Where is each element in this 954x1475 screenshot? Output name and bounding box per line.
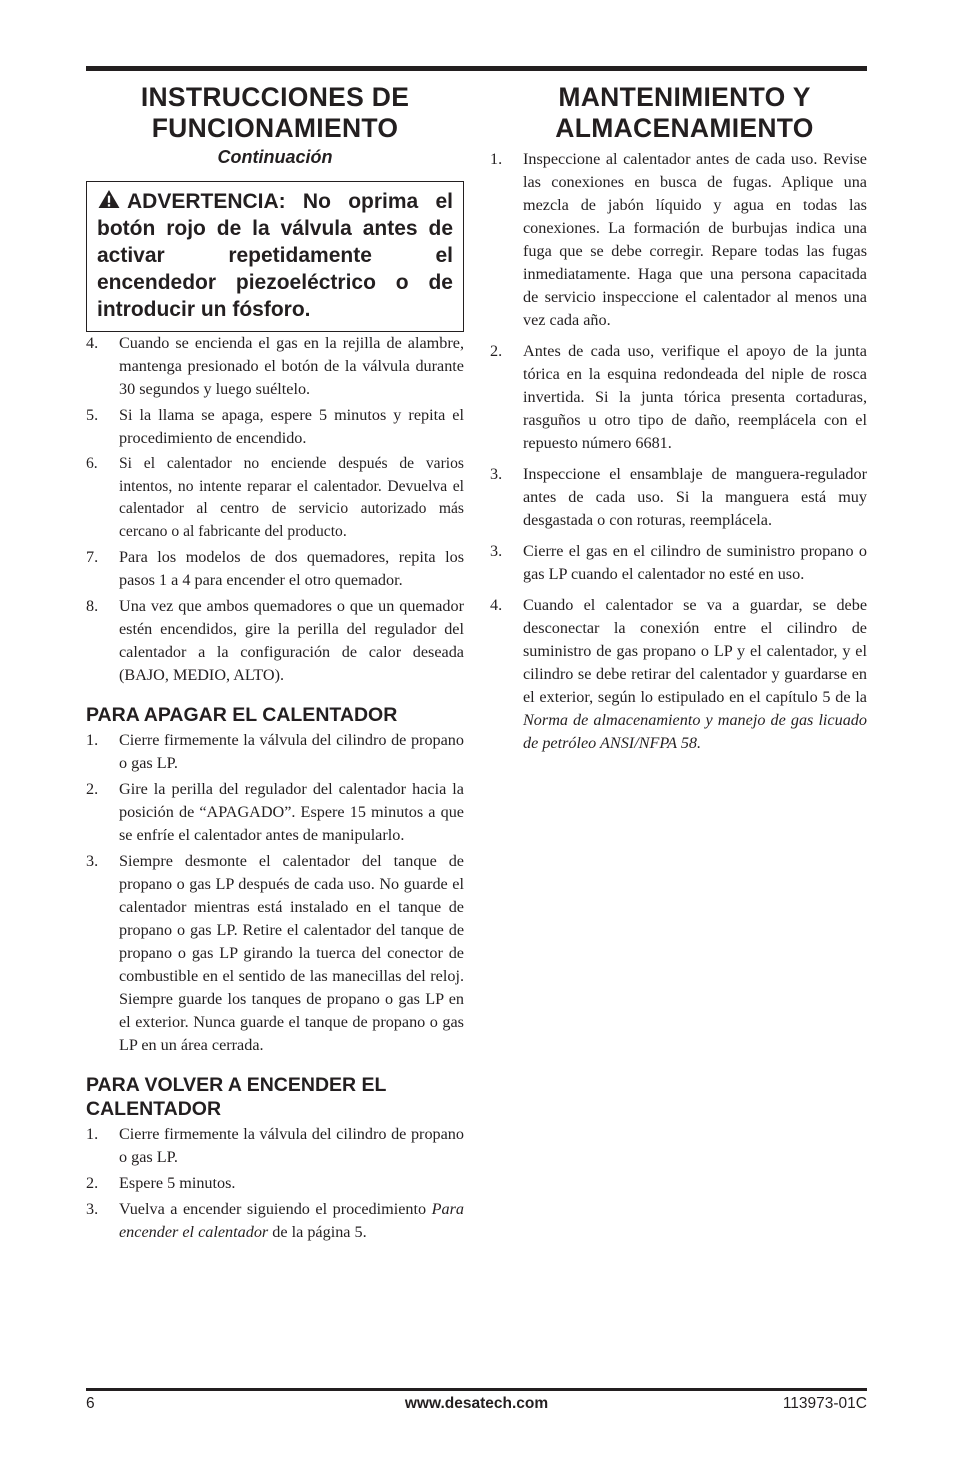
item-text: Espere 5 minutos.	[119, 1174, 236, 1192]
continuation-subtitle: Continuación	[217, 147, 333, 167]
document-code: 113973-01C	[782, 1395, 867, 1412]
list-item	[86, 1172, 464, 1195]
item-text: Cierre firmemente la válvula del cilindro de propano o gas LP.	[119, 1125, 464, 1166]
right-column	[490, 80, 867, 763]
title-line-1: MANTENIMIENTO Y	[558, 82, 811, 112]
item-text-italic: Norma de almacenamiento y manejo de gas licuado de petróleo ANSI/NFPA 58.	[523, 711, 867, 752]
list-item	[86, 595, 464, 687]
list-item	[490, 148, 867, 332]
list-item	[86, 850, 464, 1057]
lighting-steps-list	[86, 332, 464, 687]
item-text-italic: Para encender el calentador	[119, 1200, 464, 1241]
list-item	[86, 1123, 464, 1169]
list-item	[86, 778, 464, 847]
list-item	[490, 540, 867, 586]
item-text: Vuelva a encender siguiendo el procedimiento	[119, 1200, 432, 1218]
item-text: Cierre firmemente la válvula del cilindro de propano o gas LP.	[119, 731, 464, 772]
warning-text: ADVERTENCIA: No oprima el botón rojo de la válvula antes de activar repetidamente el encendedor piezoeléctrico o de introducir un fósforo.	[97, 190, 453, 321]
page-number: 6	[86, 1395, 95, 1412]
left-column	[86, 80, 464, 1247]
item-text: Inspeccione al calentador antes de cada uso. Revise las conexiones en busca de fugas. Aplique una mezcla de jabón líquido y agua en todas las conexiones. La formación de burbujas indica una fuga que se debe corregir. Repare todas las fugas inmediatamente. Haga que una persona capacitada de servicio inspeccione el calentador al menos una vez cada año.	[523, 150, 867, 329]
website-link[interactable]: www.desatech.com	[404, 1395, 549, 1412]
list-item	[86, 404, 464, 450]
title-line-2: ALMACENAMIENTO	[555, 113, 814, 143]
item-number: 2.	[86, 1174, 99, 1192]
item-text: Antes de cada uso, verifique el apoyo de la junta tórica en la esquina redondeada del niple de rosca invertida. Si la junta tórica presenta cortaduras, rasguños u otro tipo de daño, reemplácela con el repuesto número 6681.	[523, 342, 867, 452]
item-text: Siempre desmonte el calentador del tanque de propano o gas LP después de cada uso. No guarde el calentador mientras está instalado en el tanque de propano o gas LP. Retire el calentador del tanque de propano o gas LP girando la tuerca del conector de combustible en el sentido de las manecillas del reloj. Siempre guarde los tanques de propano o gas LP en el exterior. Nunca guarde el tanque de propano o gas LP en un área cerrada.	[119, 852, 464, 1054]
turn-off-heading: PARA APAGAR EL CALENTADOR	[86, 704, 398, 726]
item-text: Gire la perilla del regulador del calentador hacia la posición de “APAGADO”. Espere 15 minutos a que se enfríe el calentador antes de manipularlo.	[119, 780, 464, 844]
list-item	[490, 340, 867, 455]
relight-steps-list	[86, 1123, 464, 1244]
item-text: Cuando el calentador se va a guardar, se debe desconectar la conexión entre el cilindro de suministro de gas propano o LP y el calentador, y el cilindro se debe retirar del calentador y guardarse en el exterior, según lo estipulado en el capítulo 5 de la	[523, 596, 867, 706]
relight-heading: PARA VOLVER A ENCENDER EL CALENTADOR	[86, 1074, 387, 1120]
operating-instructions-title	[86, 82, 464, 144]
item-text: Si el calentador no enciende después de varios intentos, no intente reparar el calentador. Devuelva el calentador al centro de servicio autorizado más cercano o al fabricante del producto.	[119, 455, 464, 540]
item-number: 4.	[490, 596, 503, 614]
list-item	[86, 1198, 464, 1244]
item-number: 3.	[86, 1200, 99, 1218]
item-text: Cuando se encienda el gas en la rejilla de alambre, mantenga presionado el botón de la válvula durante 30 segundos y luego suéltelo.	[119, 334, 464, 398]
warning-triangle-icon	[97, 189, 121, 209]
item-text-end: de la página 5.	[268, 1223, 367, 1241]
item-text: Para los modelos de dos quemadores, repita los pasos 1 a 4 para encender el otro quemador.	[119, 548, 464, 589]
list-item	[490, 594, 867, 755]
item-text: Si la llama se apaga, espere 5 minutos y repita el procedimiento de encendido.	[119, 406, 464, 447]
item-number: 3.	[86, 852, 99, 870]
turn-off-steps-list	[86, 729, 464, 1057]
item-number: 1.	[490, 150, 503, 168]
bottom-rule	[86, 1388, 867, 1391]
item-number: 3.	[490, 465, 503, 483]
item-number: 1.	[86, 1125, 99, 1143]
item-text: Inspeccione el ensamblaje de manguera-regulador antes de cada uso. Si la manguera está muy desgastada o con roturas, reemplácela.	[523, 465, 867, 529]
item-text: Una vez que ambos quemadores o que un quemador estén encendidos, gire la perilla del regulador del calentador a la configuración de calor deseada (BAJO, MEDIO, ALTO).	[119, 597, 464, 684]
maintenance-storage-title	[490, 82, 867, 144]
top-rule	[86, 66, 867, 71]
item-number: 8.	[86, 597, 99, 615]
warning-box	[86, 181, 464, 332]
item-number: 7.	[86, 548, 99, 566]
title-line-2: FUNCIONAMIENTO	[151, 113, 399, 143]
list-item	[86, 546, 464, 592]
item-number: 2.	[86, 780, 99, 798]
item-number: 2.	[490, 342, 503, 360]
title-line-1: INSTRUCCIONES DE	[140, 82, 410, 112]
maintenance-steps-list	[490, 148, 867, 755]
page-footer	[86, 1395, 867, 1417]
list-item	[86, 453, 464, 543]
list-item	[86, 729, 464, 775]
item-text: Cierre el gas en el cilindro de suministro propano o gas LP cuando el calentador no esté en uso.	[523, 542, 867, 583]
item-number: 4.	[86, 334, 99, 352]
item-number: 3.	[490, 542, 503, 560]
list-item	[490, 463, 867, 532]
item-number: 5.	[86, 406, 99, 424]
list-item	[86, 332, 464, 401]
item-number: 6.	[86, 455, 98, 472]
item-number: 1.	[86, 731, 99, 749]
